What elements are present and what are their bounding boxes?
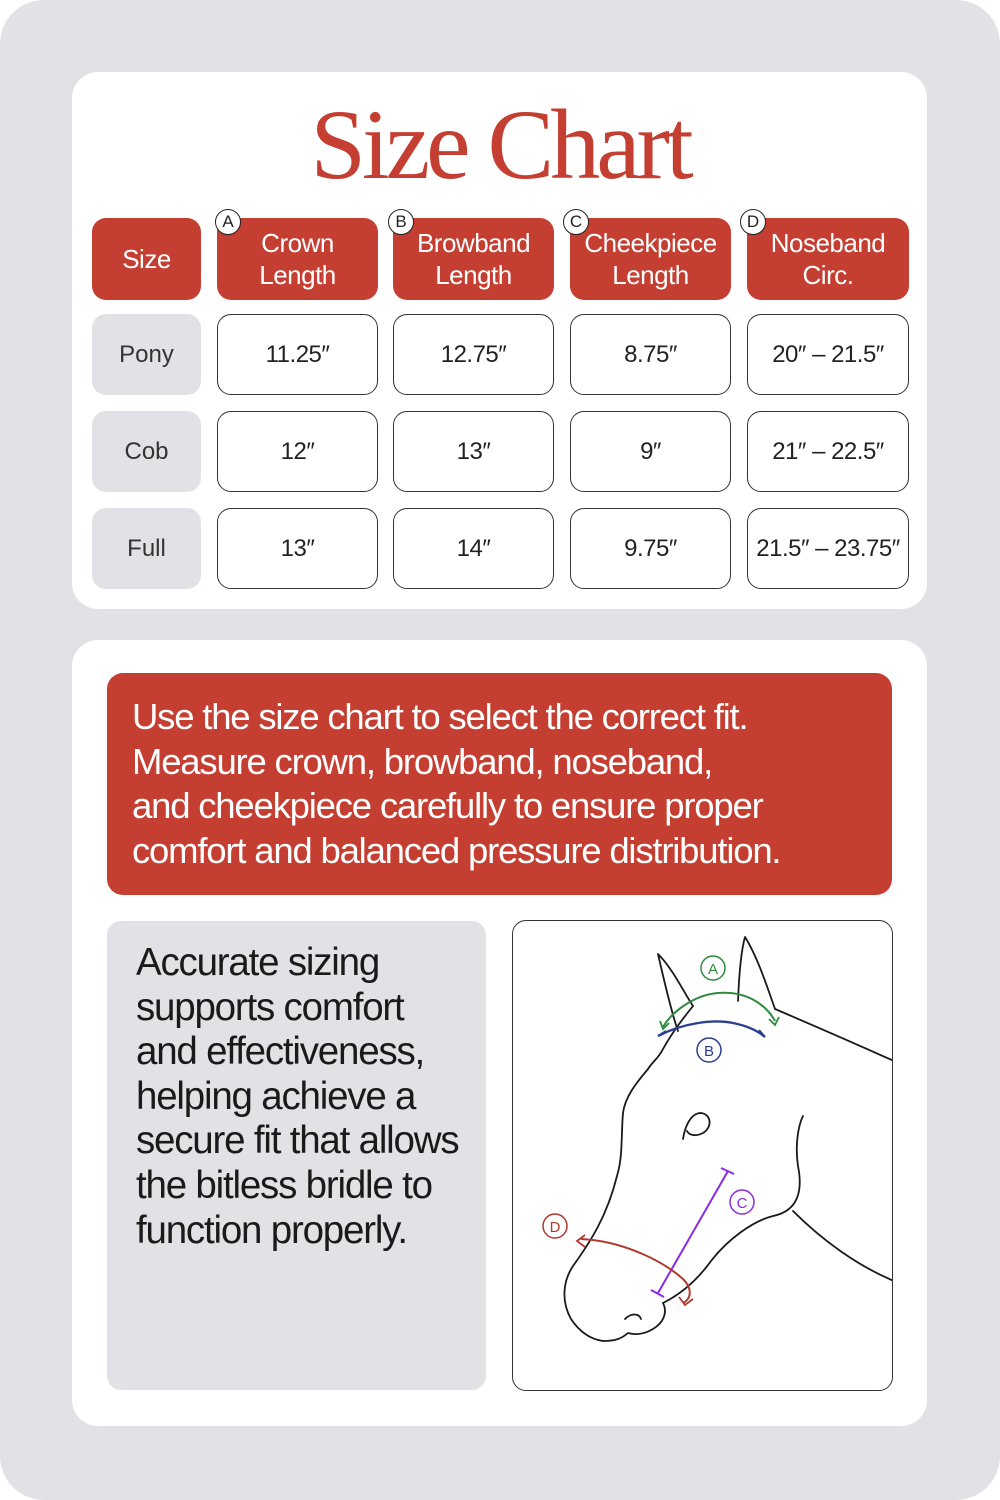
table-cell: 9″ <box>570 411 731 492</box>
browband-length-label: Browband Length <box>416 228 531 290</box>
badge-c: C <box>563 209 589 235</box>
table-cell: 21″ – 22.5″ <box>747 411 909 492</box>
banner-line: comfort and balanced pressure distribution. <box>132 829 781 871</box>
badge-a: A <box>215 209 241 235</box>
size-cell-cob: Cob <box>92 411 201 492</box>
table-cell: 11.25″ <box>217 314 378 395</box>
diagram-label-a: A <box>707 961 719 978</box>
note-line: secure fit that allows <box>136 1119 459 1163</box>
page-title: Size Chart <box>310 89 690 200</box>
note-line: and effectiveness, <box>136 1030 425 1074</box>
table-cell: 21.5″ – 23.75″ <box>747 508 909 589</box>
cheekpiece-length-header <box>570 218 731 300</box>
diagram-label-b: B <box>703 1043 715 1060</box>
noseband-circ-label: Noseband Circ. <box>770 228 886 290</box>
note-line: function properly. <box>136 1208 407 1252</box>
table-cell: 8.75″ <box>570 314 731 395</box>
note-line: helping achieve a <box>136 1074 416 1118</box>
neck-crest-outline <box>775 1009 893 1061</box>
note-line: Accurate sizing <box>136 941 380 984</box>
table-cell: 13″ <box>217 508 378 589</box>
left-ear-outline <box>658 954 693 1031</box>
muzzle-outline <box>603 1303 665 1341</box>
noseband-measure <box>543 1214 693 1305</box>
banner-line: Use the size chart to select the correct fit. <box>132 696 748 737</box>
badge-b: B <box>388 209 414 235</box>
size-header-label: Size <box>122 244 171 274</box>
size-cell-full: Full <box>92 508 201 589</box>
note-line: supports comfort <box>136 985 404 1029</box>
note-line: the bitless bridle to <box>136 1163 432 1207</box>
cheekpiece-length-label: Cheekpiece Length <box>584 228 717 290</box>
table-cell: 12″ <box>217 411 378 492</box>
banner-line: Measure crown, browband, noseband, <box>132 740 713 782</box>
diagram-label-d: D <box>549 1219 561 1236</box>
browband-length-header <box>393 218 554 300</box>
crown-length-label: Crown Length <box>259 228 336 290</box>
crown-measure <box>660 956 779 1029</box>
table-cell: 14″ <box>393 508 554 589</box>
sizing-note <box>107 921 486 1390</box>
cheekpiece-measure <box>651 1168 754 1297</box>
horse-head-illustration <box>513 921 893 1391</box>
table-cell: 9.75″ <box>570 508 731 589</box>
badge-d: D <box>740 209 766 235</box>
nostril-outline <box>625 1315 641 1320</box>
size-cell-pony: Pony <box>92 314 201 395</box>
noseband-circ-header <box>747 218 909 300</box>
neck-underside-outline <box>793 1211 893 1281</box>
size-column-header <box>92 218 201 300</box>
table-cell: 12.75″ <box>393 314 554 395</box>
forelock-outline <box>648 1006 693 1069</box>
diagram-label-c: C <box>736 1195 748 1212</box>
banner-line: and cheekpiece carefully to ensure proper <box>132 785 763 826</box>
eye-outline <box>683 1113 710 1139</box>
crown-length-header <box>217 218 378 300</box>
instruction-banner <box>107 673 892 895</box>
table-cell: 20″ – 21.5″ <box>747 314 909 395</box>
right-ear-outline <box>738 937 775 1009</box>
face-profile-outline <box>564 1069 648 1341</box>
table-cell: 13″ <box>393 411 554 492</box>
horse-head-diagram <box>512 920 893 1391</box>
